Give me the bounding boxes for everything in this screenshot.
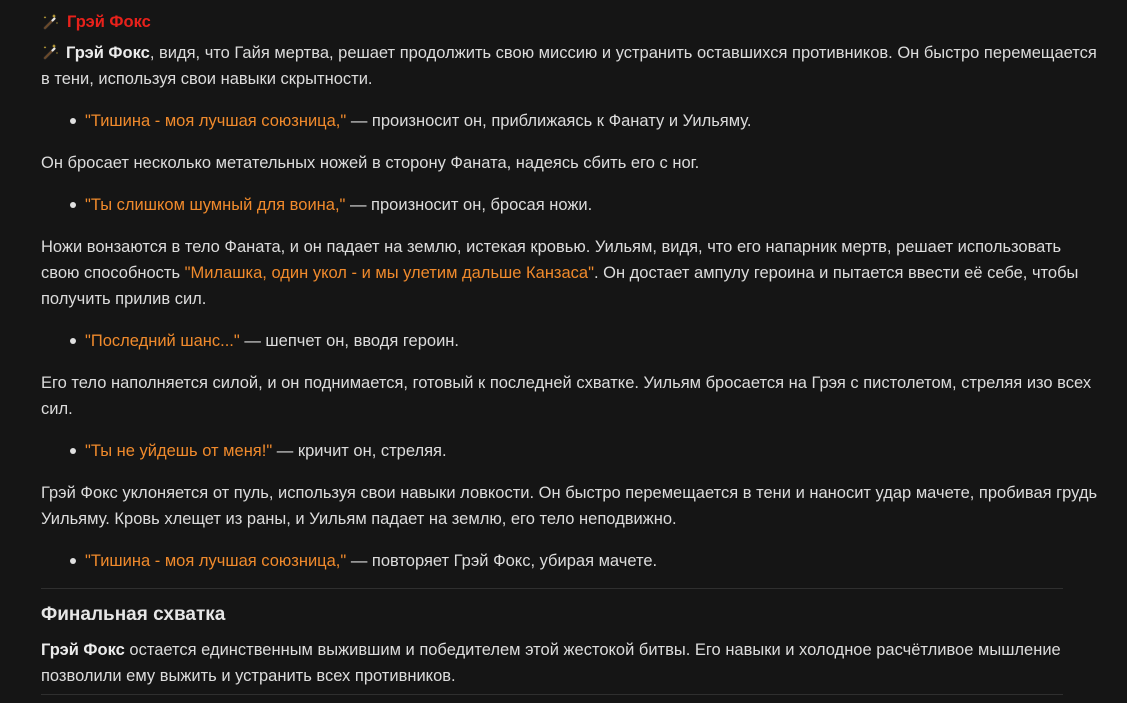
section-divider (41, 694, 1063, 695)
author-name: Грэй Фокс (67, 13, 151, 31)
quote-list (41, 108, 1107, 134)
magic-wand-icon (41, 43, 59, 61)
paragraph: Он бросает несколько метательных ножей в сторону Фаната, надеясь сбить его с ног. (41, 154, 700, 172)
list-item-text: — произносит он, бросая ножи. (345, 196, 593, 214)
list-item (85, 438, 1107, 464)
character-name: Грэй Фокс (66, 44, 150, 62)
character-name: Грэй Фокс (41, 641, 125, 659)
section-heading: Финальная схватка (41, 604, 226, 625)
paragraph-text: Ножи вонзаются в тело Фаната, и он падает на землю, истекая кровью. Уильям, видя, что его напарник мертв, решает использовать свою способность (41, 238, 1062, 282)
list-item-text: — повторяет Грэй Фокс, убирая мачете. (346, 552, 658, 570)
list-item-text: — кричит он, стреляя. (272, 442, 447, 460)
quote-list (41, 328, 1107, 354)
quote-list (41, 438, 1107, 464)
quote-text: "Последний шанс..." (85, 332, 240, 350)
paragraph-intro (41, 40, 1101, 92)
magic-wand-icon (41, 13, 59, 31)
quote-text: "Ты слишком шумный для воина," (85, 196, 346, 214)
list-item (85, 108, 1107, 134)
message-header (41, 8, 1107, 36)
quote-list (41, 192, 1107, 218)
ability-name: "Милашка, один укол - и мы улетим дальше Канзаса" (184, 264, 594, 282)
list-item (85, 192, 1107, 218)
list-item (85, 548, 1107, 574)
paragraph: Грэй Фокс уклоняется от пуль, используя свои навыки ловкости. Он быстро перемещается в тени и наносит удар мачете, пробивая грудь Уильяму. Кровь хлещет из раны, и Уильям падает на землю, его тело неподвижно. (41, 484, 1098, 528)
quote-text: "Тишина - моя лучшая союзница," (85, 112, 347, 130)
paragraph-final (41, 637, 1101, 689)
list-item (85, 328, 1107, 354)
paragraph: Его тело наполняется силой, и он поднимается, готовый к последней схватке. Уильям бросается на Грэя с пистолетом, стреляя изо всех сил. (41, 374, 1092, 418)
list-item-text: — шепчет он, вводя героин. (239, 332, 459, 350)
paragraph (41, 234, 1101, 312)
list-item-text: — произносит он, приближаясь к Фанату и Уильяму. (346, 112, 752, 130)
quote-list (41, 548, 1107, 574)
quote-text: "Ты не уйдешь от меня!" (85, 442, 273, 460)
paragraph-text: . Он достает ампулу героина и пытается ввести её себе, чтобы получить прилив сил. (41, 264, 1079, 308)
paragraph-text: , видя, что Гайя мертва, решает продолжить свою миссию и устранить оставшихся противников. Он быстро перемещается в тени, используя свои навыки скрытности. (41, 44, 1097, 88)
section-divider (41, 588, 1063, 589)
paragraph-text: остается единственным выжившим и победителем этой жестокой битвы. Его навыки и холодное расчётливое мышление позволили ему выжить и устранить всех противников. (41, 641, 1061, 685)
quote-text: "Тишина - моя лучшая союзница," (85, 552, 347, 570)
